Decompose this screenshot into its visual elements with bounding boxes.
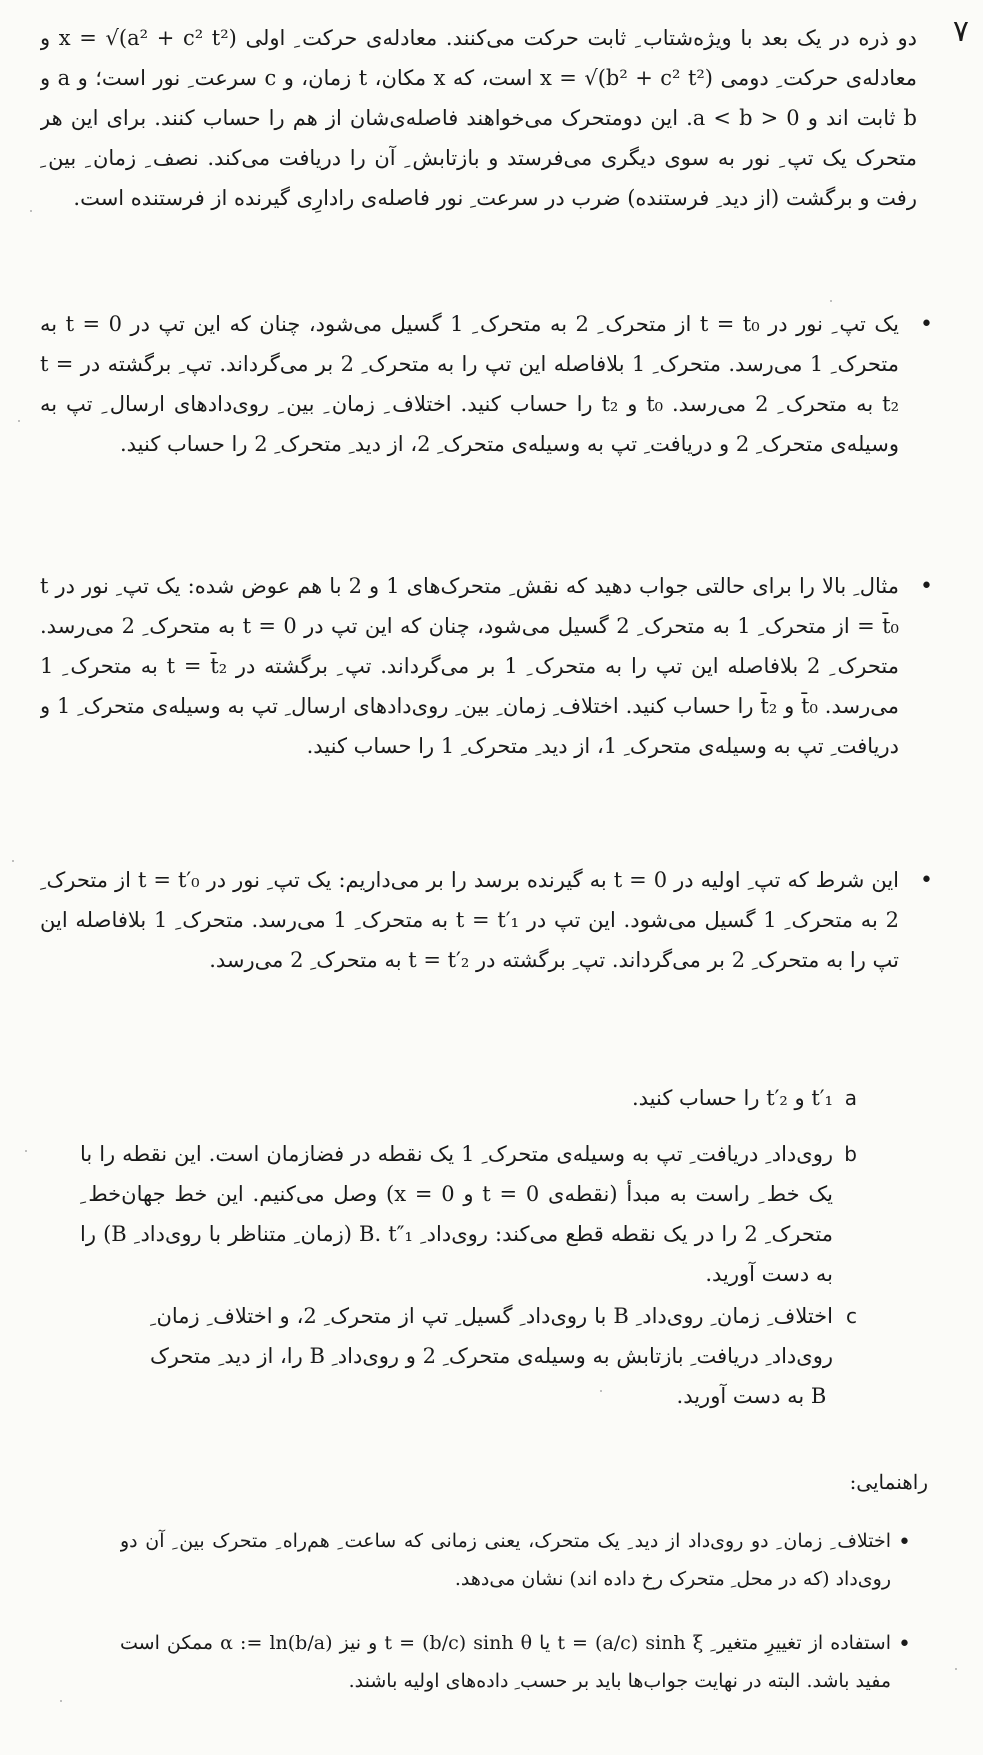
item-a-text: t′₁ و t′₂ را حساب کنید. xyxy=(631,1086,833,1110)
bullet-icon: • xyxy=(898,1530,911,1555)
intro-paragraph: دو ذره در یک بعد با ویژه‌شتاب ِ ثابت حرکت می‌کنند. معادله‌ی حرکت ِ اولی x = √(a² + c² t²) و معادله‌ی حرکت ِ دومی x = √(b² + c² t²) است، که x مکان، t زمان، و c سرعت ِ نور است؛ و a و b ثابت اند و 0 < a < b. این دومتحرک می‌خواهند فاصله‌ی‌شان از هم را حساب کنند. برای این هر متحرک یک تپ ِ نور به سوی دیگری می‌فرستد و بازتابش ِ آن را دریافت می‌کند. نصف ِ زمان ِ بین ِ رفت و برگشت (از دید ِ فرستنده) ضرب در سرعت ِ نور فاصله‌ی رادارِی گیرنده از فرستنده است. xyxy=(40,26,917,210)
problem-number: ۷ xyxy=(952,14,969,49)
bullet-icon: • xyxy=(920,868,933,893)
bullet-1: یک تپ ِ نور در t = t₀ از متحرک ِ 2 به متحرک ِ 1 گسیل می‌شود، چنان که این تپ در t = 0 به متحرک ِ 1 می‌رسد. متحرک ِ 1 بلافاصله این تپ را به متحرک ِ 2 بر می‌گرداند. تپ ِ برگشته در t = t₂ به متحرک ِ 2 می‌رسد. t₀ و t₂ را حساب کنید. اختلاف ِ زمان ِ بین ِ روی‌دادهای ارسال ِ تپ به وسیله‌ی متحرک ِ 2 و دریافت ِ تپ به وسیله‌ی متحرک ِ 2، از دید ِ متحرک ِ 2 را حساب کنید. xyxy=(40,312,899,456)
bullet-icon: • xyxy=(920,312,933,337)
item-b-text: روی‌داد ِ دریافت ِ تپ به وسیله‌ی متحرک ِ 1 یک نقطه در فضازمان است. این نقطه را با یک خط ِ راست به مبدأ (نقطه‌ی t = 0 و x = 0) وصل می‌کنیم. این خط جهان‌خط ِ متحرک ِ 2 را در یک نقطه قطع می‌کند: روی‌داد ِ B. t″₁ (زمان ِ متناظر با روی‌داد ِ B) را به دست آورید. xyxy=(80,1142,833,1286)
bullet-3: این شرط که تپ ِ اولیه در t = 0 به گیرنده برسد را بر می‌داریم: یک تپ ِ نور در t = t′₀ از متحرک ِ 2 به متحرک ِ 1 گسیل می‌شود. این تپ در t = t′₁ به متحرک ِ 1 می‌رسد. متحرک ِ 1 بلافاصله این تپ را به متحرک ِ 2 بر می‌گرداند. تپ ِ برگشته در t = t′₂ به متحرک ِ 2 می‌رسد. xyxy=(40,868,899,972)
hint-2: استفاده از تغییرِ متغیر ِ t = (a/c) sinh ξ یا t = (b/c) sinh θ و نیز α := ln(b/a) ممکن است مفید باشد. البته در نهایت جواب‌ها باید بر حسب ِ داده‌های اولیه باشند. xyxy=(120,1632,891,1692)
item-c-text: اختلاف ِ زمان ِ روی‌داد ِ B با روی‌داد ِ گسیل ِ تپ از متحرک ِ 2، و اختلاف ِ زمان ِ روی‌داد ِ دریافت ِ بازتابش به وسیله‌ی متحرک ِ 2 و روی‌داد ِ B را، از دید ِ متحرک ِ B به دست آورید. xyxy=(150,1304,833,1408)
item-b-label: b xyxy=(844,1142,857,1166)
hint-1: اختلاف ِ زمان ِ دو روی‌داد از دید ِ یک متحرک، یعنی زمانی که ساعت ِ هم‌راه ِ متحرک بین ِ آن دو روی‌داد (که در محل ِ متحرک رخ داده اند) نشان می‌دهد. xyxy=(120,1530,891,1590)
item-a-label: a xyxy=(844,1086,857,1110)
bullet-2: مثال ِ بالا را برای حالتی جواب دهید که نقش ِ متحرک‌های 1 و 2 با هم عوض شده: یک تپ ِ نور در t = t̄₀ از متحرک ِ 1 به متحرک ِ 2 گسیل می‌شود، چنان که این تپ در t = 0 به متحرک ِ 2 می‌رسد. متحرک ِ 2 بلافاصله این تپ را به متحرک ِ 1 بر می‌گرداند. تپ ِ برگشته در t = t̄₂ به متحرک ِ 1 می‌رسد. t̄₀ و t̄₂ را حساب کنید. اختلاف ِ زمان ِ بین ِ روی‌دادهای ارسال ِ تپ به وسیله‌ی متحرک ِ 1 و دریافت ِ تپ به وسیله‌ی متحرک ِ 1، از دید ِ متحرک ِ 1 را حساب کنید. xyxy=(40,574,899,758)
bullet-icon: • xyxy=(920,574,933,599)
hint-title: راهنمایی: xyxy=(849,1470,928,1494)
item-c-label: c xyxy=(846,1304,857,1328)
bullet-icon: • xyxy=(898,1632,911,1657)
